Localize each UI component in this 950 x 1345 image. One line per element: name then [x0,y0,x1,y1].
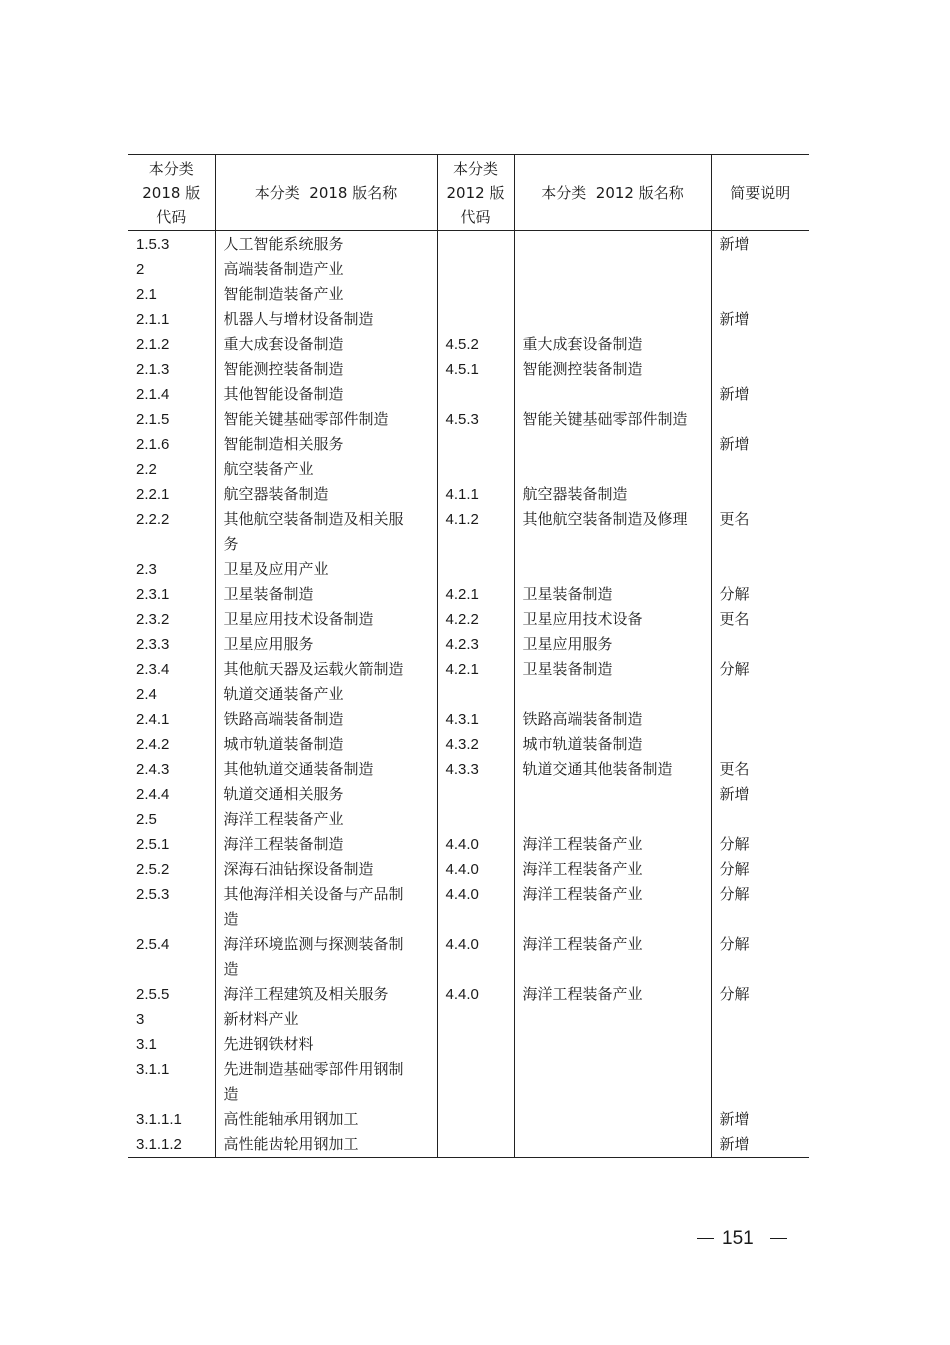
table-row [128,482,809,507]
cell-code-2012: 4.4.0 [437,832,514,857]
table-row [128,757,809,782]
cell-code-2012 [437,1107,514,1132]
cell-name-2018: 新材料产业 [215,1007,437,1032]
table-row [128,732,809,757]
cell-code-2012: 4.4.0 [437,857,514,882]
cell-note: 更名 [711,507,809,557]
cell-note: 新增 [711,432,809,457]
cell-code-2018: 2.1.4 [136,386,170,403]
header-row [128,155,809,231]
cell-code-2012: 4.3.3 [437,757,514,782]
cell-code-2018: 3 [136,1011,145,1028]
page-number-value: 151 [722,1228,754,1249]
cell-name-2012: 海洋工程装备产业 [514,857,711,882]
cell-code-2012: 4.2.2 [437,607,514,632]
cell-code-2012 [437,432,514,457]
table-row [128,857,809,882]
cell-note: 分解 [711,982,809,1007]
cell-name-2012 [514,1132,711,1158]
classification-table [128,154,809,1158]
table-row [128,357,809,382]
cell-name-2018: 航空装备产业 [215,457,437,482]
cell-code-2018: 2.1.2 [136,336,170,353]
cell-name-2012: 海洋工程装备产业 [514,932,711,982]
cell-code-2018: 2.5.2 [136,861,170,878]
cell-code-2012: 4.5.3 [437,407,514,432]
cell-name-2018: 智能制造装备产业 [215,282,437,307]
cell-name-2018: 其他航天器及运载火箭制造 [215,657,437,682]
cell-code-2012: 4.1.1 [437,482,514,507]
cell-code-2012 [437,1132,514,1158]
cell-code-2018: 2.3.1 [136,586,170,603]
cell-name-2018: 高性能齿轮用钢加工 [215,1132,437,1158]
cell-note [711,257,809,282]
cell-name-2018: 其他轨道交通装备制造 [215,757,437,782]
cell-name-2018: 智能测控装备制造 [215,357,437,382]
cell-name-2012 [514,257,711,282]
cell-note [711,682,809,707]
cell-code-2012 [437,231,514,258]
cell-note: 新增 [711,307,809,332]
cell-code-2018: 2.4 [136,686,157,703]
cell-name-2018: 卫星应用服务 [215,632,437,657]
table-row [128,582,809,607]
cell-name-2012: 铁路高端装备制造 [514,707,711,732]
table-row [128,557,809,582]
cell-name-2012: 卫星装备制造 [514,657,711,682]
cell-name-2012 [514,382,711,407]
cell-note: 分解 [711,932,809,982]
table-row [128,707,809,732]
table-row [128,1107,809,1132]
cell-note: 新增 [711,382,809,407]
cell-note: 分解 [711,582,809,607]
cell-note [711,332,809,357]
cell-code-2018: 2.2.1 [136,486,170,503]
cell-code-2012 [437,807,514,832]
table-row [128,432,809,457]
cell-note: 更名 [711,757,809,782]
cell-name-2012 [514,557,711,582]
cell-name-2012: 重大成套设备制造 [514,332,711,357]
cell-code-2012 [437,782,514,807]
page-number [697,1226,797,1252]
cell-code-2018: 2.3 [136,561,157,578]
cell-note [711,557,809,582]
cell-note [711,1032,809,1057]
cell-name-2018: 航空器装备制造 [215,482,437,507]
table-row [128,657,809,682]
cell-name-2018: 其他智能设备制造 [215,382,437,407]
table-row [128,1057,809,1107]
cell-code-2018: 2.1.6 [136,436,170,453]
cell-code-2018: 2.4.4 [136,786,170,803]
table-row [128,407,809,432]
cell-name-2018: 高端装备制造产业 [215,257,437,282]
cell-name-2012: 智能测控装备制造 [514,357,711,382]
table-row [128,807,809,832]
cell-name-2012: 卫星应用技术设备 [514,607,711,632]
cell-note: 新增 [711,1132,809,1158]
header-name-2018: 本分类 2018 版名称 [215,155,437,231]
cell-name-2018: 先进制造基础零部件用钢制造 [215,1057,437,1107]
cell-code-2018: 2.5.5 [136,986,170,1003]
cell-name-2018: 海洋工程建筑及相关服务 [215,982,437,1007]
cell-name-2012 [514,1057,711,1107]
cell-name-2012 [514,282,711,307]
header-code-2018: 本分类 2018 版 代码 [142,159,201,226]
cell-name-2012 [514,1032,711,1057]
cell-name-2012: 轨道交通其他装备制造 [514,757,711,782]
cell-name-2012 [514,307,711,332]
cell-code-2018: 2.4.2 [136,736,170,753]
page-number-dash-right [770,1238,787,1239]
cell-name-2012 [514,457,711,482]
cell-code-2012: 4.5.1 [437,357,514,382]
table-row [128,932,809,982]
cell-code-2018: 2.4.1 [136,711,170,728]
cell-name-2018: 其他海洋相关设备与产品制造 [215,882,437,932]
cell-note: 分解 [711,857,809,882]
cell-code-2018: 2.1.3 [136,361,170,378]
cell-note [711,357,809,382]
cell-code-2018: 2.5.4 [136,936,170,953]
cell-note [711,457,809,482]
header-note: 简要说明 [711,155,809,231]
cell-name-2012: 海洋工程装备产业 [514,882,711,932]
cell-code-2012: 4.5.2 [437,332,514,357]
table-row [128,231,809,258]
cell-name-2012: 城市轨道装备制造 [514,732,711,757]
page-number-dash-left [697,1238,714,1239]
cell-name-2018: 轨道交通相关服务 [215,782,437,807]
cell-note [711,807,809,832]
cell-code-2018: 2.2.2 [136,511,170,528]
cell-name-2018: 海洋工程装备制造 [215,832,437,857]
table-row [128,682,809,707]
cell-code-2012: 4.3.2 [437,732,514,757]
cell-code-2012 [437,557,514,582]
cell-code-2012: 4.3.1 [437,707,514,732]
cell-code-2018: 2.5 [136,811,157,828]
cell-name-2018: 高性能轴承用钢加工 [215,1107,437,1132]
cell-code-2012 [437,307,514,332]
table-row [128,1132,809,1158]
cell-name-2012 [514,807,711,832]
cell-note: 更名 [711,607,809,632]
cell-name-2012 [514,782,711,807]
cell-name-2012 [514,231,711,258]
cell-name-2012: 卫星应用服务 [514,632,711,657]
cell-name-2012 [514,682,711,707]
table-header [128,155,809,231]
table-row [128,882,809,932]
cell-code-2012: 4.1.2 [437,507,514,557]
cell-name-2018: 轨道交通装备产业 [215,682,437,707]
cell-code-2018: 1.5.3 [136,236,170,253]
cell-note: 新增 [711,782,809,807]
cell-code-2012 [437,682,514,707]
cell-note [711,732,809,757]
cell-code-2018: 3.1.1 [136,1061,170,1078]
table-row [128,982,809,1007]
cell-name-2018: 铁路高端装备制造 [215,707,437,732]
table-row [128,507,809,557]
table-row [128,257,809,282]
cell-code-2018: 2.3.3 [136,636,170,653]
cell-code-2018: 2.3.2 [136,611,170,628]
cell-code-2012: 4.2.1 [437,657,514,682]
cell-note: 分解 [711,832,809,857]
table-row [128,632,809,657]
cell-code-2018: 2.1.5 [136,411,170,428]
cell-name-2018: 智能制造相关服务 [215,432,437,457]
cell-note: 分解 [711,657,809,682]
cell-code-2018: 2.5.1 [136,836,170,853]
cell-name-2018: 智能关键基础零部件制造 [215,407,437,432]
cell-code-2012 [437,1007,514,1032]
cell-name-2018: 卫星装备制造 [215,582,437,607]
cell-name-2012 [514,1107,711,1132]
table-row [128,607,809,632]
header-name-2012: 本分类 2012 版名称 [514,155,711,231]
table-row [128,1032,809,1057]
cell-code-2018: 2.1 [136,286,157,303]
cell-name-2018: 深海石油钻探设备制造 [215,857,437,882]
cell-code-2018: 3.1.1.2 [136,1136,182,1153]
cell-name-2018: 人工智能系统服务 [215,231,437,258]
cell-note: 新增 [711,1107,809,1132]
cell-name-2018: 城市轨道装备制造 [215,732,437,757]
cell-code-2012 [437,457,514,482]
cell-code-2012: 4.2.3 [437,632,514,657]
header-code-2012: 本分类 2012 版 代码 [437,155,514,231]
cell-name-2012: 智能关键基础零部件制造 [514,407,711,432]
cell-code-2018: 2 [136,261,145,278]
cell-name-2012: 海洋工程装备产业 [514,982,711,1007]
cell-name-2012 [514,432,711,457]
cell-code-2018: 2.5.3 [136,886,170,903]
cell-name-2018: 其他航空装备制造及相关服务 [215,507,437,557]
cell-code-2012 [437,257,514,282]
cell-note: 分解 [711,882,809,932]
table-row [128,782,809,807]
cell-name-2012 [514,1007,711,1032]
table-row [128,307,809,332]
table-row [128,332,809,357]
cell-code-2012 [437,382,514,407]
cell-name-2018: 海洋环境监测与探测装备制造 [215,932,437,982]
cell-note: 新增 [711,231,809,258]
cell-code-2012 [437,1057,514,1107]
table-row [128,832,809,857]
table-row [128,282,809,307]
cell-code-2012: 4.4.0 [437,882,514,932]
cell-code-2012 [437,282,514,307]
cell-note [711,282,809,307]
cell-code-2018: 3.1 [136,1036,157,1053]
cell-code-2018: 2.2 [136,461,157,478]
cell-note [711,707,809,732]
table-row [128,1007,809,1032]
cell-code-2018: 2.3.4 [136,661,170,678]
cell-code-2018: 2.1.1 [136,311,170,328]
cell-code-2018: 2.4.3 [136,761,170,778]
cell-name-2012: 卫星装备制造 [514,582,711,607]
table-row [128,382,809,407]
cell-name-2018: 机器人与增材设备制造 [215,307,437,332]
table-row [128,457,809,482]
cell-code-2018: 3.1.1.1 [136,1111,182,1128]
cell-name-2018: 先进钢铁材料 [215,1032,437,1057]
cell-name-2018: 海洋工程装备产业 [215,807,437,832]
table-body [128,231,809,1158]
cell-code-2012: 4.4.0 [437,932,514,982]
cell-code-2012 [437,1032,514,1057]
cell-note [711,1057,809,1107]
cell-code-2012: 4.2.1 [437,582,514,607]
cell-note [711,407,809,432]
cell-note [711,1007,809,1032]
cell-note [711,482,809,507]
cell-name-2018: 重大成套设备制造 [215,332,437,357]
cell-name-2018: 卫星及应用产业 [215,557,437,582]
cell-name-2012: 其他航空装备制造及修理 [514,507,711,557]
cell-code-2012: 4.4.0 [437,982,514,1007]
cell-name-2012: 航空器装备制造 [514,482,711,507]
cell-note [711,632,809,657]
cell-name-2018: 卫星应用技术设备制造 [215,607,437,632]
cell-name-2012: 海洋工程装备产业 [514,832,711,857]
